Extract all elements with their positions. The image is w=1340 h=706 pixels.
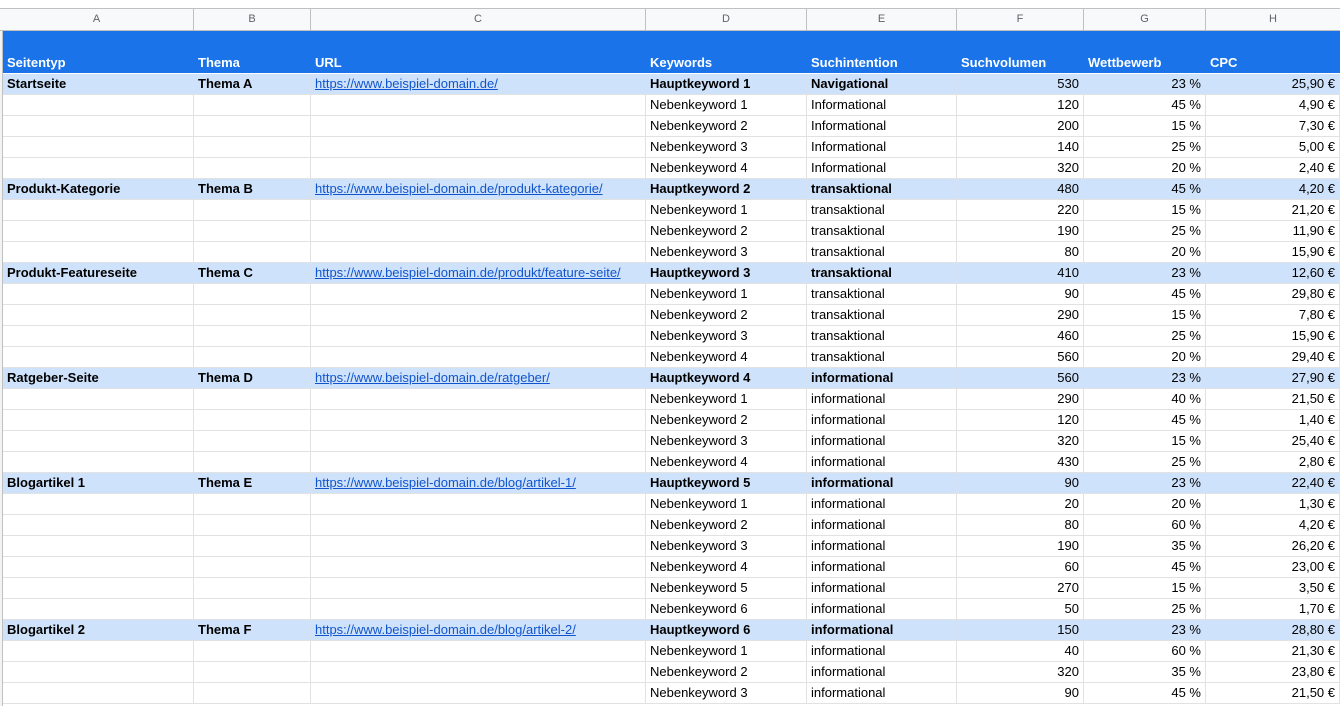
cell-wettbewerb[interactable]: 35 %	[1084, 662, 1206, 682]
cell-keyword[interactable]: Nebenkeyword 4	[646, 158, 807, 178]
cell-suchvolumen[interactable]: 80	[957, 242, 1084, 262]
cell-wettbewerb[interactable]: 23 %	[1084, 473, 1206, 493]
cell-suchvolumen[interactable]: 140	[957, 137, 1084, 157]
cell-wettbewerb[interactable]: 15 %	[1084, 200, 1206, 220]
cell-thema[interactable]	[194, 431, 311, 451]
cell-seitentyp[interactable]	[3, 389, 194, 409]
cell-suchintention[interactable]: transaktional	[807, 326, 957, 346]
table-row	[0, 284, 1340, 305]
cell-cpc[interactable]: 1,40 €	[1206, 410, 1340, 430]
cell-seitentyp[interactable]	[3, 200, 194, 220]
table-row	[0, 368, 1340, 389]
cell-url[interactable]	[311, 662, 646, 682]
cell-cpc[interactable]: 23,00 €	[1206, 557, 1340, 577]
cell-keyword[interactable]: Nebenkeyword 6	[646, 599, 807, 619]
cell-suchintention[interactable]: informational	[807, 683, 957, 703]
cell-cpc[interactable]: 7,30 €	[1206, 116, 1340, 136]
cell-keyword[interactable]: Nebenkeyword 3	[646, 431, 807, 451]
cell-url[interactable]	[311, 158, 646, 178]
column-header-h[interactable]: H	[1269, 13, 1277, 25]
cell-cpc[interactable]: 23,80 €	[1206, 662, 1340, 682]
cell-thema[interactable]	[194, 578, 311, 598]
table-row	[0, 95, 1340, 116]
cell-suchintention[interactable]: informational	[807, 578, 957, 598]
cell-cpc[interactable]: 25,90 €	[1206, 74, 1340, 94]
cell-url[interactable]	[311, 305, 646, 325]
cell-seitentyp[interactable]	[3, 95, 194, 115]
cell-seitentyp[interactable]	[3, 452, 194, 472]
cell-seitentyp[interactable]	[3, 641, 194, 661]
url-link[interactable]: https://www.beispiel-domain.de/produkt-kategorie/	[315, 181, 603, 196]
cell-seitentyp[interactable]	[3, 116, 194, 136]
cell-url[interactable]	[311, 494, 646, 514]
cell-keyword[interactable]: Nebenkeyword 2	[646, 515, 807, 535]
cell-seitentyp[interactable]: Blogartikel 1	[3, 473, 194, 493]
cell-url[interactable]	[311, 179, 646, 199]
cell-cpc[interactable]: 21,50 €	[1206, 389, 1340, 409]
cell-suchintention[interactable]: informational	[807, 620, 957, 640]
url-link[interactable]: https://www.beispiel-domain.de/ratgeber/	[315, 370, 550, 385]
cell-thema[interactable]: Thema D	[194, 368, 311, 388]
cell-url[interactable]	[311, 284, 646, 304]
cell-seitentyp[interactable]	[3, 515, 194, 535]
cell-suchvolumen[interactable]: 430	[957, 452, 1084, 472]
cell-cpc[interactable]: 21,30 €	[1206, 641, 1340, 661]
column-header-bar	[0, 8, 1340, 31]
cell-cpc[interactable]: 25,40 €	[1206, 431, 1340, 451]
cell-thema[interactable]	[194, 158, 311, 178]
cell-keyword[interactable]: Nebenkeyword 2	[646, 116, 807, 136]
table-row	[0, 158, 1340, 179]
cell-wettbewerb[interactable]: 25 %	[1084, 137, 1206, 157]
cell-suchintention[interactable]: transaktional	[807, 263, 957, 283]
cell-cpc[interactable]: 4,20 €	[1206, 515, 1340, 535]
table-row	[0, 494, 1340, 515]
cell-suchintention[interactable]: informational	[807, 536, 957, 556]
table-row	[0, 74, 1340, 95]
cell-thema[interactable]	[194, 494, 311, 514]
cell-url[interactable]	[311, 326, 646, 346]
cell-wettbewerb[interactable]: 23 %	[1084, 368, 1206, 388]
cell-cpc[interactable]: 4,20 €	[1206, 179, 1340, 199]
cell-seitentyp[interactable]	[3, 137, 194, 157]
cell-seitentyp[interactable]	[3, 305, 194, 325]
cell-wettbewerb[interactable]: 15 %	[1084, 116, 1206, 136]
cell-cpc[interactable]: 21,20 €	[1206, 200, 1340, 220]
cell-cpc[interactable]: 4,90 €	[1206, 95, 1340, 115]
cell-suchvolumen[interactable]: 120	[957, 95, 1084, 115]
cell-seitentyp[interactable]	[3, 536, 194, 556]
cell-seitentyp[interactable]	[3, 347, 194, 367]
cell-keyword[interactable]: Nebenkeyword 5	[646, 578, 807, 598]
cell-cpc[interactable]: 5,00 €	[1206, 137, 1340, 157]
cell-suchintention[interactable]: transaktional	[807, 200, 957, 220]
cell-thema[interactable]	[194, 599, 311, 619]
cell-thema[interactable]	[194, 221, 311, 241]
header-wettbewerb[interactable]: Wettbewerb	[1088, 55, 1162, 70]
header-seitentyp[interactable]: Seitentyp	[7, 55, 66, 70]
cell-wettbewerb[interactable]: 20 %	[1084, 494, 1206, 514]
cell-thema[interactable]	[194, 662, 311, 682]
cell-suchvolumen[interactable]: 480	[957, 179, 1084, 199]
cell-url[interactable]	[311, 242, 646, 262]
header-cpc[interactable]: CPC	[1210, 55, 1238, 70]
column-header-b[interactable]: B	[194, 9, 311, 30]
cell-cpc[interactable]: 15,90 €	[1206, 242, 1340, 262]
cell-suchvolumen[interactable]: 90	[957, 473, 1084, 493]
cell-wettbewerb[interactable]: 40 %	[1084, 389, 1206, 409]
column-header-a[interactable]: A	[0, 9, 194, 30]
cell-suchvolumen[interactable]: 120	[957, 410, 1084, 430]
table-row	[0, 683, 1340, 704]
cell-wettbewerb[interactable]: 15 %	[1084, 305, 1206, 325]
cell-url[interactable]	[311, 578, 646, 598]
table-row	[0, 179, 1340, 200]
cell-keyword[interactable]: Nebenkeyword 1	[646, 494, 807, 514]
cell-suchintention[interactable]: informational	[807, 389, 957, 409]
table-row	[0, 137, 1340, 158]
cell-suchintention[interactable]: Informational	[807, 95, 957, 115]
table-row	[0, 263, 1340, 284]
table-row	[0, 578, 1340, 599]
cell-keyword[interactable]: Hauptkeyword 1	[646, 74, 807, 94]
cell-suchvolumen[interactable]: 270	[957, 578, 1084, 598]
cell-suchvolumen[interactable]: 190	[957, 536, 1084, 556]
cell-seitentyp[interactable]	[3, 431, 194, 451]
cell-suchintention[interactable]: transaktional	[807, 179, 957, 199]
cell-keyword[interactable]: Nebenkeyword 1	[646, 389, 807, 409]
cell-suchvolumen[interactable]: 80	[957, 515, 1084, 535]
cell-seitentyp[interactable]: Produkt-Kategorie	[3, 179, 194, 199]
table-row	[0, 662, 1340, 683]
cell-keyword[interactable]: Hauptkeyword 2	[646, 179, 807, 199]
cell-suchintention[interactable]: Informational	[807, 158, 957, 178]
cell-wettbewerb[interactable]: 25 %	[1084, 452, 1206, 472]
cell-suchvolumen[interactable]: 320	[957, 158, 1084, 178]
row-header-bar	[0, 31, 3, 706]
table-row	[0, 200, 1340, 221]
cell-suchintention[interactable]: transaktional	[807, 347, 957, 367]
cell-cpc[interactable]: 27,90 €	[1206, 368, 1340, 388]
cell-keyword[interactable]: Nebenkeyword 1	[646, 284, 807, 304]
cell-thema[interactable]: Thema C	[194, 263, 311, 283]
url-link[interactable]: https://www.beispiel-domain.de/blog/artikel-1/	[315, 475, 576, 490]
cell-suchintention[interactable]: informational	[807, 410, 957, 430]
cell-wettbewerb[interactable]: 60 %	[1084, 641, 1206, 661]
cell-thema[interactable]	[194, 641, 311, 661]
cell-suchvolumen[interactable]: 290	[957, 305, 1084, 325]
cell-keyword[interactable]: Nebenkeyword 2	[646, 410, 807, 430]
cell-wettbewerb[interactable]: 20 %	[1084, 347, 1206, 367]
table-row	[0, 347, 1340, 368]
cell-url[interactable]	[311, 389, 646, 409]
cell-thema[interactable]: Thema A	[194, 74, 311, 94]
cell-seitentyp[interactable]: Blogartikel 2	[3, 620, 194, 640]
cell-url[interactable]	[311, 641, 646, 661]
cell-url[interactable]	[311, 347, 646, 367]
cell-url[interactable]	[311, 431, 646, 451]
cell-thema[interactable]	[194, 116, 311, 136]
cell-suchintention[interactable]: transaktional	[807, 242, 957, 262]
table-row	[0, 221, 1340, 242]
cell-thema[interactable]	[194, 452, 311, 472]
column-header-c[interactable]: C	[311, 9, 646, 30]
cell-suchintention[interactable]: informational	[807, 641, 957, 661]
cell-suchintention[interactable]: informational	[807, 557, 957, 577]
cell-url[interactable]	[311, 620, 646, 640]
toolbar-strip	[0, 0, 1340, 8]
table-row	[0, 326, 1340, 347]
column-header-f[interactable]: F	[957, 9, 1084, 30]
header-keywords[interactable]: Keywords	[650, 55, 713, 70]
table-row	[0, 536, 1340, 557]
cell-suchvolumen[interactable]: 460	[957, 326, 1084, 346]
cell-suchvolumen[interactable]: 320	[957, 662, 1084, 682]
table-header-row	[0, 31, 1340, 73]
cell-wettbewerb[interactable]: 20 %	[1084, 242, 1206, 262]
cell-keyword[interactable]: Nebenkeyword 3	[646, 242, 807, 262]
cell-thema[interactable]	[194, 557, 311, 577]
cell-suchvolumen[interactable]: 150	[957, 620, 1084, 640]
cell-seitentyp[interactable]: Ratgeber-Seite	[3, 368, 194, 388]
cell-keyword[interactable]: Nebenkeyword 3	[646, 536, 807, 556]
cell-wettbewerb[interactable]: 45 %	[1084, 410, 1206, 430]
cell-thema[interactable]: Thema E	[194, 473, 311, 493]
cell-seitentyp[interactable]	[3, 284, 194, 304]
cell-seitentyp[interactable]	[3, 410, 194, 430]
cell-seitentyp[interactable]	[3, 221, 194, 241]
cell-cpc[interactable]: 1,70 €	[1206, 599, 1340, 619]
cell-url[interactable]	[311, 368, 646, 388]
cell-cpc[interactable]: 12,60 €	[1206, 263, 1340, 283]
cell-seitentyp[interactable]	[3, 557, 194, 577]
cell-url[interactable]	[311, 683, 646, 703]
cell-wettbewerb[interactable]: 20 %	[1084, 158, 1206, 178]
cell-wettbewerb[interactable]: 25 %	[1084, 599, 1206, 619]
cell-suchintention[interactable]: transaktional	[807, 221, 957, 241]
cell-suchvolumen[interactable]: 50	[957, 599, 1084, 619]
cell-cpc[interactable]: 29,80 €	[1206, 284, 1340, 304]
cell-url[interactable]	[311, 137, 646, 157]
cell-keyword[interactable]: Hauptkeyword 5	[646, 473, 807, 493]
cell-suchintention[interactable]: informational	[807, 515, 957, 535]
cell-url[interactable]	[311, 95, 646, 115]
cell-suchvolumen[interactable]: 190	[957, 221, 1084, 241]
cell-thema[interactable]	[194, 200, 311, 220]
cell-seitentyp[interactable]: Startseite	[3, 74, 194, 94]
cell-suchvolumen[interactable]: 530	[957, 74, 1084, 94]
cell-seitentyp[interactable]	[3, 158, 194, 178]
cell-url[interactable]	[311, 515, 646, 535]
table-row	[0, 116, 1340, 137]
cell-wettbewerb[interactable]: 35 %	[1084, 536, 1206, 556]
header-suchvolumen[interactable]: Suchvolumen	[961, 55, 1047, 70]
url-link[interactable]: https://www.beispiel-domain.de/blog/artikel-2/	[315, 622, 576, 637]
cell-suchintention[interactable]: Navigational	[807, 74, 957, 94]
column-header-e[interactable]: E	[807, 9, 957, 30]
cell-thema[interactable]	[194, 410, 311, 430]
cell-thema[interactable]	[194, 242, 311, 262]
cell-suchintention[interactable]: informational	[807, 599, 957, 619]
cell-suchintention[interactable]: informational	[807, 494, 957, 514]
table-row	[0, 473, 1340, 494]
cell-wettbewerb[interactable]: 23 %	[1084, 263, 1206, 283]
cell-suchvolumen[interactable]: 560	[957, 347, 1084, 367]
cell-wettbewerb[interactable]: 60 %	[1084, 515, 1206, 535]
cell-thema[interactable]	[194, 515, 311, 535]
cell-wettbewerb[interactable]: 15 %	[1084, 578, 1206, 598]
cell-url[interactable]	[311, 473, 646, 493]
cell-keyword[interactable]: Nebenkeyword 2	[646, 305, 807, 325]
cell-suchvolumen[interactable]: 220	[957, 200, 1084, 220]
cell-thema[interactable]	[194, 326, 311, 346]
cell-url[interactable]	[311, 116, 646, 136]
cell-keyword[interactable]: Nebenkeyword 1	[646, 200, 807, 220]
cell-url[interactable]	[311, 200, 646, 220]
cell-url[interactable]	[311, 74, 646, 94]
table-row	[0, 599, 1340, 620]
cell-suchvolumen[interactable]: 560	[957, 368, 1084, 388]
cell-seitentyp[interactable]	[3, 662, 194, 682]
cell-suchvolumen[interactable]: 60	[957, 557, 1084, 577]
cell-keyword[interactable]: Hauptkeyword 6	[646, 620, 807, 640]
cell-url[interactable]	[311, 452, 646, 472]
cell-cpc[interactable]: 2,80 €	[1206, 452, 1340, 472]
cell-cpc[interactable]: 29,40 €	[1206, 347, 1340, 367]
cell-url[interactable]	[311, 557, 646, 577]
cell-wettbewerb[interactable]: 15 %	[1084, 431, 1206, 451]
cell-wettbewerb[interactable]: 25 %	[1084, 221, 1206, 241]
cell-wettbewerb[interactable]: 45 %	[1084, 284, 1206, 304]
cell-keyword[interactable]: Hauptkeyword 4	[646, 368, 807, 388]
cell-suchintention[interactable]: informational	[807, 368, 957, 388]
cell-suchintention[interactable]: informational	[807, 452, 957, 472]
header-suchintention[interactable]: Suchintention	[811, 55, 898, 70]
cell-thema[interactable]	[194, 137, 311, 157]
table-row	[0, 305, 1340, 326]
cell-thema[interactable]	[194, 389, 311, 409]
cell-thema[interactable]	[194, 284, 311, 304]
cell-seitentyp[interactable]: Produkt-Featureseite	[3, 263, 194, 283]
cell-keyword[interactable]: Nebenkeyword 3	[646, 683, 807, 703]
cell-seitentyp[interactable]	[3, 326, 194, 346]
cell-suchvolumen[interactable]: 20	[957, 494, 1084, 514]
cell-cpc[interactable]: 11,90 €	[1206, 221, 1340, 241]
cell-url[interactable]	[311, 221, 646, 241]
cell-cpc[interactable]: 28,80 €	[1206, 620, 1340, 640]
cell-keyword[interactable]: Nebenkeyword 3	[646, 137, 807, 157]
cell-cpc[interactable]: 2,40 €	[1206, 158, 1340, 178]
cell-url[interactable]	[311, 599, 646, 619]
table-row	[0, 620, 1340, 641]
url-link[interactable]: https://www.beispiel-domain.de/	[315, 76, 498, 91]
table-row	[0, 431, 1340, 452]
cell-wettbewerb[interactable]: 45 %	[1084, 557, 1206, 577]
cell-wettbewerb[interactable]: 23 %	[1084, 620, 1206, 640]
cell-thema[interactable]	[194, 683, 311, 703]
cell-suchintention[interactable]: informational	[807, 473, 957, 493]
cell-wettbewerb[interactable]: 45 %	[1084, 683, 1206, 703]
cell-thema[interactable]	[194, 536, 311, 556]
cell-wettbewerb[interactable]: 45 %	[1084, 179, 1206, 199]
cell-keyword[interactable]: Nebenkeyword 1	[646, 641, 807, 661]
cell-suchintention[interactable]: Informational	[807, 137, 957, 157]
cell-thema[interactable]	[194, 95, 311, 115]
cell-seitentyp[interactable]	[3, 242, 194, 262]
cell-cpc[interactable]: 15,90 €	[1206, 326, 1340, 346]
header-thema[interactable]: Thema	[198, 55, 240, 70]
cell-thema[interactable]	[194, 305, 311, 325]
cell-keyword[interactable]: Nebenkeyword 3	[646, 326, 807, 346]
cell-suchvolumen[interactable]: 40	[957, 641, 1084, 661]
cell-wettbewerb[interactable]: 45 %	[1084, 95, 1206, 115]
cell-suchintention[interactable]: informational	[807, 431, 957, 451]
table-row	[0, 515, 1340, 536]
cell-suchvolumen[interactable]: 90	[957, 284, 1084, 304]
cell-suchvolumen[interactable]: 410	[957, 263, 1084, 283]
cell-keyword[interactable]: Nebenkeyword 4	[646, 452, 807, 472]
cell-keyword[interactable]: Nebenkeyword 4	[646, 557, 807, 577]
cell-cpc[interactable]: 26,20 €	[1206, 536, 1340, 556]
cell-keyword[interactable]: Nebenkeyword 1	[646, 95, 807, 115]
table-row	[0, 410, 1340, 431]
cell-seitentyp[interactable]	[3, 578, 194, 598]
table-row	[0, 452, 1340, 473]
url-link[interactable]: https://www.beispiel-domain.de/produkt/feature-seite/	[315, 265, 621, 280]
cell-keyword[interactable]: Hauptkeyword 3	[646, 263, 807, 283]
cell-seitentyp[interactable]	[3, 599, 194, 619]
cell-suchintention[interactable]: transaktional	[807, 305, 957, 325]
cell-suchvolumen[interactable]: 200	[957, 116, 1084, 136]
table-row	[0, 389, 1340, 410]
cell-wettbewerb[interactable]: 25 %	[1084, 326, 1206, 346]
cell-keyword[interactable]: Nebenkeyword 2	[646, 662, 807, 682]
cell-thema[interactable]: Thema B	[194, 179, 311, 199]
cell-url[interactable]	[311, 536, 646, 556]
cell-cpc[interactable]: 7,80 €	[1206, 305, 1340, 325]
cell-url[interactable]	[311, 410, 646, 430]
cell-suchvolumen[interactable]: 290	[957, 389, 1084, 409]
column-header-g[interactable]: G	[1084, 9, 1206, 30]
cell-keyword[interactable]: Nebenkeyword 4	[646, 347, 807, 367]
cell-cpc[interactable]: 22,40 €	[1206, 473, 1340, 493]
cell-suchvolumen[interactable]: 320	[957, 431, 1084, 451]
cell-suchvolumen[interactable]: 90	[957, 683, 1084, 703]
column-header-d[interactable]: D	[646, 9, 807, 30]
cell-cpc[interactable]: 21,50 €	[1206, 683, 1340, 703]
cell-suchintention[interactable]: transaktional	[807, 284, 957, 304]
cell-cpc[interactable]: 1,30 €	[1206, 494, 1340, 514]
cell-seitentyp[interactable]	[3, 494, 194, 514]
cell-seitentyp[interactable]	[3, 683, 194, 703]
header-url[interactable]: URL	[315, 55, 342, 70]
cell-keyword[interactable]: Nebenkeyword 2	[646, 221, 807, 241]
cell-cpc[interactable]: 3,50 €	[1206, 578, 1340, 598]
cell-suchintention[interactable]: Informational	[807, 116, 957, 136]
table-row	[0, 641, 1340, 662]
table-row	[0, 242, 1340, 263]
cell-wettbewerb[interactable]: 23 %	[1084, 74, 1206, 94]
cell-url[interactable]	[311, 263, 646, 283]
table-row	[0, 557, 1340, 578]
cell-thema[interactable]: Thema F	[194, 620, 311, 640]
cell-thema[interactable]	[194, 347, 311, 367]
cell-suchintention[interactable]: informational	[807, 662, 957, 682]
